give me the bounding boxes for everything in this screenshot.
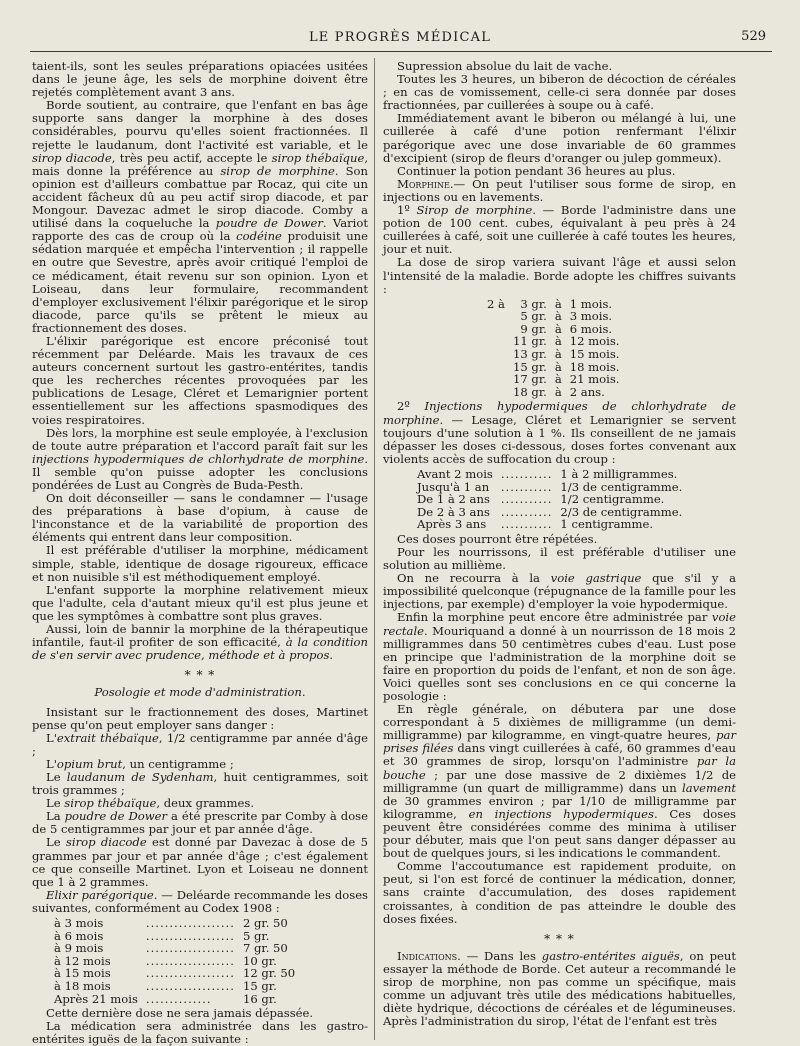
paragraph: 1º Sirop de morphine. — Borde l'administre dans une potion de 100 cent. cubes, équivalant à peu près à 24 cuillerées à café, soit une cuillerée à café toutes les heures, jour et nuit. bbox=[383, 203, 736, 257]
left-column bbox=[32, 59, 369, 1046]
table-row: Après 21 mois .............. 16 gr. bbox=[54, 991, 277, 1006]
paragraph: Toutes les 3 heures, un biberon de décoction de céréales ; en cas de vomissement, celle-ci sera donnée par doses fractionnées, par cuillerées à soupe ou à café. bbox=[383, 72, 736, 113]
list-item: Le laudanum de Sydenham, huit centigrammes, soit trois grammes ; bbox=[32, 769, 369, 798]
table-row: à 9 mois ................... 7 gr. 50 bbox=[54, 941, 288, 956]
paragraph: L'élixir parégorique est encore préconisé tout récemment par Deléarde. Mais les travaux de ces auteurs concernent surtout les gastro-entérites, tandis que les recherches récentes provoquées par les publications de Lesage, Cléret et Lemarignier portent essentiellement sur les affections spasmodiques des voies respiratoires. bbox=[32, 333, 368, 427]
table-row: à 15 mois ................... 12 gr. 50 bbox=[54, 966, 296, 981]
paragraph: Morphine.— On peut l'utiliser sous forme de sirop, en injections ou en lavements. bbox=[383, 176, 736, 204]
paragraph: Aussi, loin de bannir la morphine de la thérapeutique infantile, faut-il profiter de son efficacité, à la condition de s'en servir avec prudence, méthode et à propos. bbox=[32, 622, 368, 663]
table-row: 2 à 3 gr. à 1 mois. bbox=[487, 296, 613, 311]
paragraph: Dès lors, la morphine est seule employée, à l'exclusion de toute autre préparation et l'accord paraît fait sur les injections hypodermiques de chlorhydrate de morphine. Il semble qu'on puisse adopter les conclusions pondérées de Lust au Congrès de Buda-Pesth. bbox=[32, 425, 368, 492]
section-separator: * * * bbox=[544, 931, 575, 946]
table-row: 9 gr. à 6 mois. bbox=[520, 321, 613, 336]
paragraph: Indications. — Dans les gastro-entérites aiguës, on peut essayer la méthode de Borde. Cet auteur a recommandé le sirop de morphine, non pas comme un spécifique, mais comme un adjuvant très utile des médications habituelles, diète hydrique, décoctions de céréales et de légumineuses. Après l'administration du sirop, l'état de l'enfant est très bbox=[383, 948, 736, 1029]
table-row: 17 gr. à 21 mois. bbox=[512, 372, 620, 387]
table-row: 5 gr. à 3 mois. bbox=[520, 309, 613, 324]
paragraph: Continuer la potion pendant 36 heures au plus. bbox=[397, 163, 676, 178]
column-divider bbox=[374, 58, 375, 1040]
paragraph: Ces doses pourront être répétées. bbox=[397, 531, 598, 546]
section-separator: * * * bbox=[184, 668, 216, 683]
paragraph: Elixir parégorique. — Deléarde recommande les doses suivantes, conformément au Codex 1908 : bbox=[32, 887, 368, 915]
paragraph: On ne recourra à la voie gastrique que s'il y a impossibilité quelconque (répugnance de la famille pour les injections, par exemple) d'employer la voie hypodermique. bbox=[383, 571, 736, 612]
paragraph: L'enfant supporte la morphine relativement mieux que l'adulte, cela d'autant mieux qu'il est plus jeune et que les symptômes à combattre sont plus graves. bbox=[32, 582, 368, 623]
paragraph: Cette dernière dose ne sera jamais dépassée. bbox=[46, 1006, 314, 1021]
table-row: Avant 2 mois ........... 1 à 2 milligrammes. bbox=[417, 466, 678, 481]
paragraph: taient-ils, sont les seules préparations opiacées usitées dans le jeune âge, les sels de morphine doivent être rejetés complètement avant 3 ans. bbox=[32, 59, 368, 100]
running-header bbox=[30, 26, 770, 48]
list-item: L'opium brut, un centigramme ; bbox=[46, 756, 234, 771]
table-row: à 6 mois ................... 5 gr. bbox=[54, 928, 270, 943]
paragraph: Enfin la morphine peut encore être administrée par voie rectale. Mouriquand a donné à un nourrisson de 18 mois 2 milligrammes dans 50 centimètres cubes d'eau. Lust pose en principe que l'administration de la morphine doit se faire en proportion du poids de l'enfant, et non de son âge. Voici quelles sont ses conclusions en ce qui concerne la posologie : bbox=[383, 610, 736, 703]
paragraph: La dose de sirop variera suivant l'âge et aussi selon l'intensité de la maladie. Borde adopte les chiffres suivants : bbox=[383, 255, 736, 296]
list-item: L'extrait thébaïque, 1/2 centigramme par année d'âge ; bbox=[32, 730, 368, 758]
table-row: 15 gr. à 18 mois. bbox=[512, 359, 620, 374]
paragraph: Borde soutient, au contraire, que l'enfant en bas âge supporte sans danger la morphine à des doses considérables, pourvu qu'elles soient fractionnées. Il rejette le laudanum, dont l'activité est variable, et le sirop diacode, très peu actif, accepte le sirop thébaïque, mais donne la préférence au sirop de morphine. Son opinion est d'ailleurs combattue par Rocaz, qui cite un accident fâcheux dû au peu actif sirop diacode, et par Mongour. Davezac admet le sirop diacode. Comby a utilisé dans la coqueluche la poudre de Dower. Variot rapporte des cas de croup où la codéine produisit une sédation marquée et empêcha l'intervention ; il rappelle en outre que Sevestre, après avoir critiqué l'emploi de ce médicament, était revenu sur son opinion. Lyon et Loiseau, dans leur formulaire, recommandent d'employer exclusivement l'élixir parégorique et le sirop diacode, parce qu'ils se prêtent le mieux au fractionnement des doses. bbox=[32, 98, 368, 335]
right-column bbox=[383, 60, 736, 1038]
table-row: 18 gr. à 2 ans. bbox=[512, 384, 605, 399]
list-item: Le sirop thébaïque, deux grammes. bbox=[46, 796, 255, 811]
paragraph: On doit déconseiller — sans le condamner — l'usage des préparations à base d'opium, à cause de l'inconstance et de la variabilité de proportion des éléments qui entrent dans leur composition. bbox=[32, 491, 368, 545]
table-row: à 3 mois ................... 2 gr. 50 bbox=[54, 916, 288, 930]
paragraph: Supression absolue du lait de vache. bbox=[397, 59, 613, 73]
paragraph: La poudre de Dower a été prescrite par Comby à dose de 5 centigrammes par jour et par année d'âge. bbox=[32, 809, 368, 837]
paragraph: En règle générale, on débutera par une dose correspondant à 5 dixièmes de milligramme (un demi-milligramme) par kilogramme, en vingt-quatre heures, par prises filées dans vingt cuillerées à café, 60 grammes d'eau et 30 grammes de sirop, lorsqu'on l'administre par la bouche ; par une dose massive de 2 dixièmes 1/2 de milligramme (un quart de milligramme) dans un lavement de 30 grammes environ ; par 1/10 de milligramme par kilogramme, en injections hypodermiques. Ces doses peuvent être considérées comme des minima à utiliser pour débuter, mais que l'on peut sans danger dépasser au bout de quelques jours, si les indications le commandent. bbox=[383, 702, 736, 861]
paragraph: Insistant sur le fractionnement des doses, Martinet pense qu'on peut employer sans danger : bbox=[32, 704, 368, 732]
table-row: De 2 à 3 ans ........... 2/3 de centigramme. bbox=[417, 504, 683, 519]
table-row: Après 3 ans ........... 1 centigramme. bbox=[417, 517, 654, 532]
journal-title: LE PROGRÈS MÉDICAL bbox=[308, 29, 492, 45]
table-row: 11 gr. à 12 mois. bbox=[512, 334, 620, 349]
table-row: à 18 mois ................... 15 gr. bbox=[54, 978, 277, 993]
table-row: De 1 à 2 ans ........... 1/2 centigramme. bbox=[417, 492, 665, 507]
paragraph: Il est préférable d'utiliser la morphine, médicament simple, stable, identique de dosage rigoureux, efficace et non nuisible s'il est méthodiquement employé. bbox=[32, 543, 368, 584]
page-number: 529 bbox=[741, 29, 766, 44]
sirop-dose-table bbox=[483, 298, 624, 399]
table-row: 13 gr. à 15 mois. bbox=[512, 347, 620, 362]
paragraph: Immédiatement avant le biberon ou mélangé à lui, une cuillerée à café d'une potion renfermant l'élixir parégorique avec une dose invariable de 60 grammes d'excipient (sirop de fleurs d'oranger ou julep gommeux). bbox=[383, 111, 736, 165]
paragraph: Pour les nourrissons, il est préférable d'utiliser une solution au millième. bbox=[383, 544, 736, 573]
paragraph: Comme l'accoutumance est rapidement produite, on peut, si l'on est forcé de continuer la médication, donner, sans crainte d'accumulation, des doses rapidement croissantes, à condition de pas atteindre le double des doses fixées. bbox=[383, 859, 736, 926]
paragraph: La médication sera administrée dans les gastro-entérites iguës de la façon suivante : bbox=[32, 1019, 368, 1046]
table-row: à 12 mois ................... 10 gr. bbox=[54, 953, 277, 968]
elixir-dose-table bbox=[50, 917, 299, 1005]
header-rule bbox=[30, 51, 772, 52]
injection-dose-table bbox=[413, 468, 686, 531]
paragraph: 2º Injections hypodermiques de chlorhydrate de morphine. — Lesage, Cléret et Lemarignier se servent toujours d'une solution à 1 %. Ils conseillent de ne jamais dépasser les doses ci-dessous, doses fortes convenant aux violents accès de suffocation du croup : bbox=[383, 399, 736, 466]
table-row: Jusqu'à 1 an ........... 1/3 de centigramme. bbox=[417, 479, 683, 494]
paragraph: Le sirop diacode est donné par Davezac à dose de 5 grammes par jour et par année d'âge ; c'est également ce que conseille Martinet. Lyon et Loiseau ne donnent que 1 à 2 grammes. bbox=[32, 835, 368, 889]
section-heading: Posologie et mode d'administration. bbox=[94, 685, 306, 700]
